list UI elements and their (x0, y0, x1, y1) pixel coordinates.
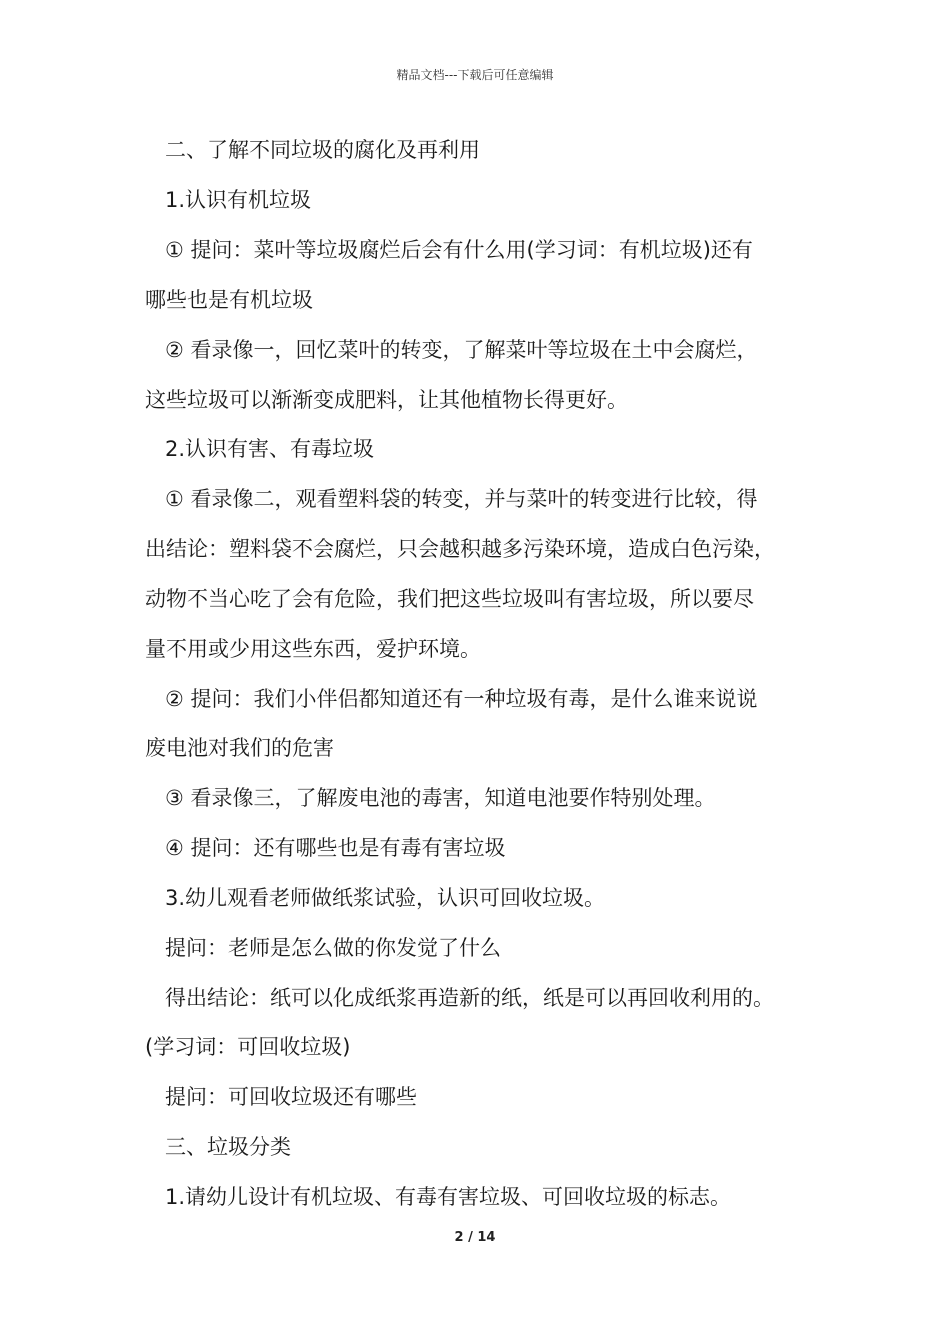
paragraph-line: ① 看录像二，观看塑料袋的转变，并与菜叶的转变进行比较，得 (165, 487, 758, 511)
subsection-heading: 1.请幼儿设计有机垃圾、有毒有害垃圾、可回收垃圾的标志。 (165, 1185, 732, 1209)
section-heading: 三、垃圾分类 (165, 1135, 291, 1159)
page-number: 2 / 14 (454, 1230, 496, 1245)
paragraph-line: ③ 看录像三，了解废电池的毒害，知道电池要作特别处理。 (165, 786, 716, 810)
section-heading: 二、了解不同垃圾的腐化及再利用 (165, 138, 480, 162)
paragraph-line: ① 提问：菜叶等垃圾腐烂后会有什么用(学习词：有机垃圾)还有 (165, 238, 753, 262)
paragraph-line: 这些垃圾可以渐渐变成肥料，让其他植物长得更好。 (145, 388, 628, 412)
subsection-heading: 2.认识有害、有毒垃圾 (165, 437, 375, 461)
paragraph-line: 量不用或少用这些东西，爱护环境。 (145, 637, 481, 661)
paragraph-line: ② 提问：我们小伴侣都知道还有一种垃圾有毒，是什么谁来说说 (165, 687, 758, 711)
subsection-heading: 3.幼儿观看老师做纸浆试验，认识可回收垃圾。 (165, 886, 606, 910)
paragraph-line: 动物不当心吃了会有危险，我们把这些垃圾叫有害垃圾，所以要尽 (145, 587, 754, 611)
paragraph-line: 出结论：塑料袋不会腐烂，只会越积越多污染环境，造成白色污染， (145, 537, 775, 561)
paragraph-line: (学习词：可回收垃圾) (145, 1035, 351, 1059)
paragraph-line: ② 看录像一，回忆菜叶的转变，了解菜叶等垃圾在土中会腐烂， (165, 338, 758, 362)
paragraph-line: 提问：老师是怎么做的你发觉了什么 (165, 936, 501, 960)
paragraph-line: 得出结论：纸可以化成纸浆再造新的纸，纸是可以再回收利用的。 (165, 986, 774, 1010)
page-header-watermark: 精品文档---下载后可任意编辑 (396, 68, 554, 82)
subsection-heading: 1.认识有机垃圾 (165, 188, 312, 212)
paragraph-line: 废电池对我们的危害 (145, 736, 334, 760)
paragraph-line: ④ 提问：还有哪些也是有毒有害垃圾 (165, 836, 506, 860)
paragraph-line: 哪些也是有机垃圾 (145, 288, 313, 312)
paragraph-line: 提问：可回收垃圾还有哪些 (165, 1085, 417, 1109)
